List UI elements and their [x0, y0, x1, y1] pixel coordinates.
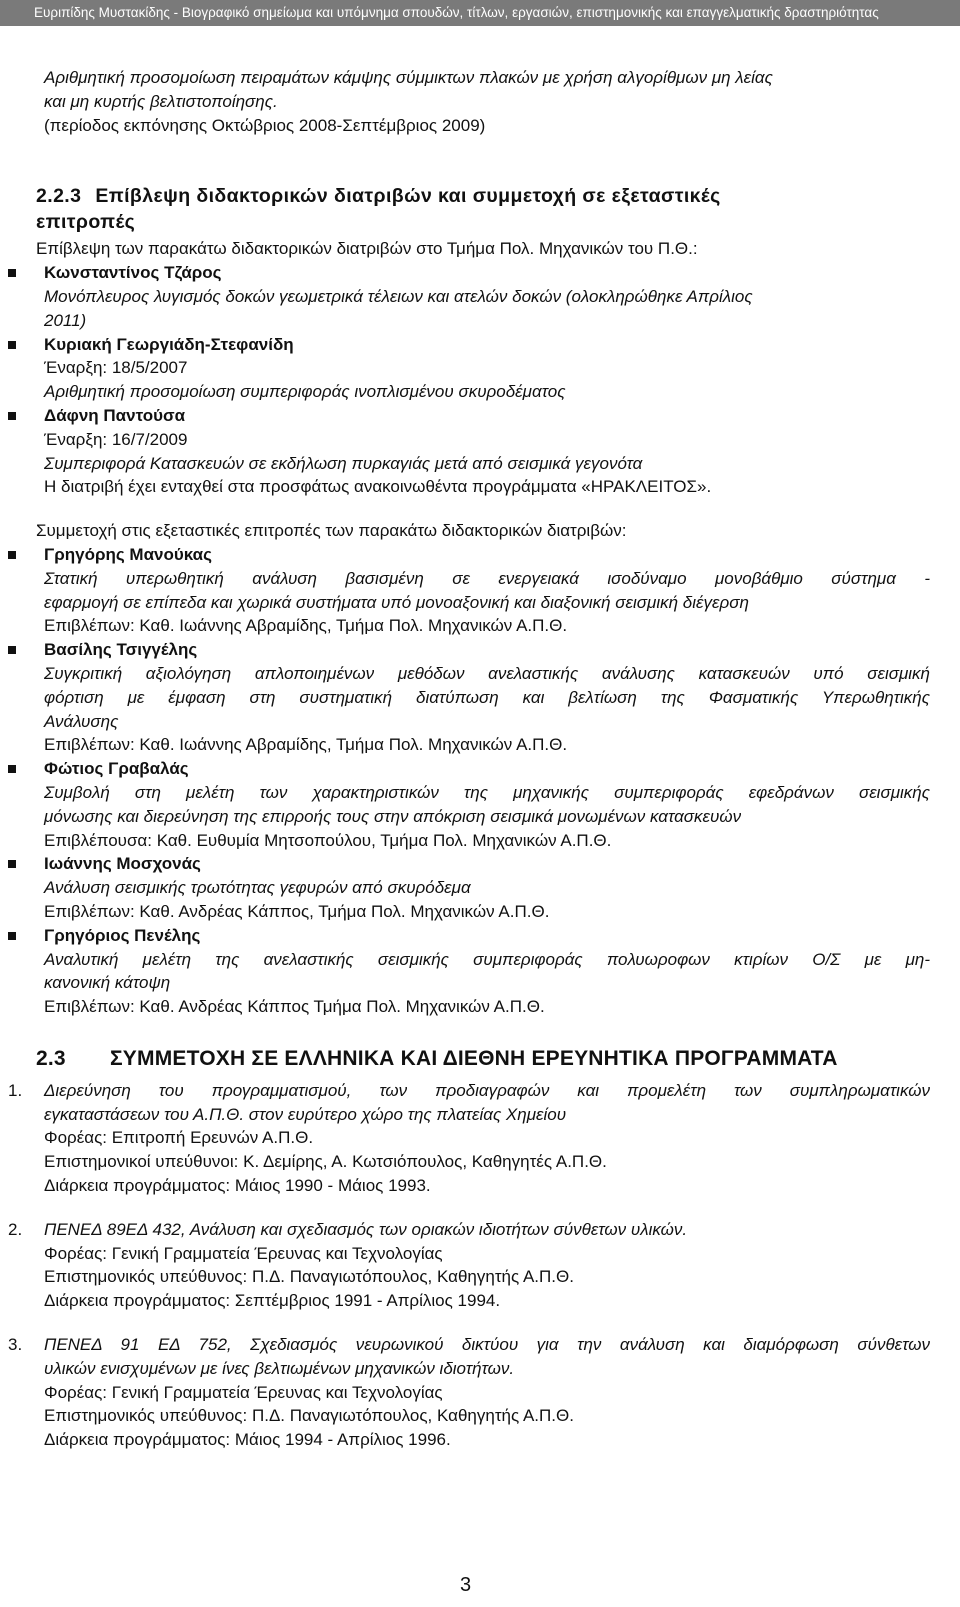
thesis-line: Ανάλυσης: [44, 711, 119, 731]
candidate-name: Ιωάννης Μοσχονάς: [44, 854, 201, 874]
section-title: ΣΥΜΜΕΤΟΧΗ ΣΕ ΕΛΛΗΝΙΚΑ ΚΑΙ ΔΙΕΘΝΗ ΕΡΕΥΝΗΤΙΚΑ ΠΡΟΓΡΑΜΜΑΤΑ: [110, 1046, 838, 1070]
thesis-note: Η διατριβή έχει ενταχθεί στα προσφάτως ανακοινωθέντα προγράμματα «ΗΡΑΚΛΕΙΤΟΣ».: [44, 477, 712, 497]
supervised-item: [44, 261, 930, 332]
project-title-line: εγκαταστάσεων του Α.Π.Θ. στον ευρύτερο χώρο της πλατείας Χημείου: [44, 1104, 567, 1124]
candidate-name: Φώτιος Γραβαλάς: [44, 759, 189, 779]
start-date: Έναρξη: 16/7/2009: [44, 429, 188, 449]
bullet-icon: [8, 765, 16, 773]
supervisor-line: Επιβλέπων: Καθ. Ιωάννης Αβραμίδης, Τμήμα Πολ. Μηχανικών Α.Π.Θ.: [44, 735, 568, 755]
candidate-name: Βασίλης Τσιγγέλης: [44, 640, 198, 660]
committee-item: [44, 852, 930, 923]
thesis-line: Αναλυτική μελέτη της ανελαστικής σεισμικής συμπεριφοράς πολυωροφων κτιρίων Ο/Σ με μη-: [44, 949, 930, 969]
project-detail: Επιστημονικός υπεύθυνος: Π.Δ. Παναγιωτόπουλος, Καθηγητής Α.Π.Θ.: [44, 1267, 574, 1287]
project-title-line: Διερεύνηση του προγραμματισμού, των προδιαγραφών και προμελέτη των συμπληρωματικών: [44, 1080, 930, 1100]
bullet-icon: [8, 932, 16, 940]
intro-period: (περίοδος εκπόνησης Οκτώβριος 2008-Σεπτέμβριος 2009): [44, 115, 486, 135]
page-content: [8, 66, 930, 1452]
project-detail: Φορέας: Επιτροπή Ερευνών Α.Π.Θ.: [44, 1128, 314, 1148]
candidate-name: Γρηγόριος Πενέλης: [44, 925, 201, 945]
supervisor-line: Επιβλέπων: Καθ. Ιωάννης Αβραμίδης, Τμήμα Πολ. Μηχανικών Α.Π.Θ.: [44, 616, 568, 636]
thesis-line: Στατική υπερωθητική ανάλυση βασισμένη σε ενεργειακά ισοδύναμο μονοβάθμιο σύστημα -: [44, 568, 930, 588]
project-detail: Επιστημονικοί υπεύθυνοι: Κ. Δεμίρης, Α. Κωτσιόπουλος, Καθηγητές Α.Π.Θ.: [44, 1152, 607, 1172]
bullet-icon: [8, 341, 16, 349]
page-number: 3: [460, 1574, 472, 1596]
thesis-line: Ανάλυση σεισμικής τρωτότητας γεφυρών από σκυρόδεμα: [44, 878, 471, 898]
bullet-icon: [8, 646, 16, 654]
project-title-line: ΠΕΝΕΔ 91 ΕΔ 752, Σχεδιασμός νευρωνικού δικτύου για την ανάλυση και διαμόρφωση σύνθετων: [44, 1335, 930, 1355]
supervisor-line: Επιβλέπων: Καθ. Ανδρέας Κάππος Τμήμα Πολ. Μηχανικών Α.Π.Θ.: [44, 997, 545, 1017]
thesis-line: εφαρμογή σε επίπεδα και χωρικά συστήματα υπό μονοαξονική και διαξονική σεισμική διέγερση: [44, 592, 749, 612]
section-2-3-heading: [36, 1045, 930, 1073]
bullet-icon: [8, 551, 16, 559]
thesis-line: Αριθμητική προσομοίωση συμπεριφοράς ινοπλισμένου σκυροδέματος: [44, 382, 566, 402]
intro-block: [44, 66, 930, 137]
project-item: [8, 1333, 930, 1452]
section-2-2-3-title: [36, 183, 930, 209]
section-title-line: επιτροπές: [36, 211, 136, 234]
thesis-line: φόρτιση με έμφαση στη συστηματική διατύπωση και βελτίωση της Φασματικής Υπερωθητικής: [44, 687, 930, 707]
bullet-icon: [8, 860, 16, 868]
student-name: Κυριακή Γεωργιάδη-Στεφανίδη: [44, 334, 294, 354]
project-detail: Διάρκεια προγράμματος: Μάιος 1990 - Μάιος 1993.: [44, 1176, 431, 1196]
thesis-line: Συγκριτική αξιολόγηση απλοποιημένων μεθόδων ανελαστικής ανάλυσης κατασκευών υπό σεισμική: [44, 663, 930, 683]
project-number: 2.: [8, 1219, 23, 1239]
committee-item: [44, 543, 930, 638]
committee-item: [44, 924, 930, 1019]
project-detail: Φορέας: Γενική Γραμματεία Έρευνας και Τεχνολογίας: [44, 1382, 443, 1402]
thesis-line: Μονόπλευρος λυγισμός δοκών γεωμετρικά τέλειων και ατελών δοκών (ολοκληρώθηκε Απρίλιος: [44, 286, 753, 306]
project-number: 3.: [8, 1335, 23, 1355]
project-item: [8, 1079, 930, 1198]
bullet-icon: [8, 269, 16, 277]
supervisor-line: Επιβλέπων: Καθ. Ανδρέας Κάππος, Τμήμα Πολ. Μηχανικών Α.Π.Θ.: [44, 901, 550, 921]
project-title-line: ΠΕΝΕΔ 89ΕΔ 432, Ανάλυση και σχεδιασμός των οριακών ιδιοτήτων σύνθετων υλικών.: [44, 1219, 688, 1239]
section-number: 2.2.3: [36, 185, 82, 208]
bullet-icon: [8, 412, 16, 420]
supervisor-line: Επιβλέπουσα: Καθ. Ευθυμία Μητσοπούλου, Τμήμα Πολ. Μηχανικών Α.Π.Θ.: [44, 830, 612, 850]
project-detail: Επιστημονικός υπεύθυνος: Π.Δ. Παναγιωτόπουλος, Καθηγητής Α.Π.Θ.: [44, 1406, 574, 1426]
supervision-intro: Επίβλεψη των παρακάτω διδακτορικών διατριβών στο Τμήμα Πολ. Μηχανικών του Π.Θ.:: [36, 239, 698, 259]
project-detail: Διάρκεια προγράμματος: Σεπτέμβριος 1991 - Απρίλιος 1994.: [44, 1291, 501, 1311]
thesis-line: Συμβολή στη μελέτη των χαρακτηριστικών της μηχανικής συμπεριφοράς εφεδράνων σεισμικής: [44, 782, 930, 802]
running-header: Ευριπίδης Μυστακίδης - Βιογραφικό σημείωμα και υπόμνημα σπουδών, τίτλων, εργασιών, επιστημονικής και επαγγελματικής δραστηριότητας: [0, 0, 960, 26]
candidate-name: Γρηγόρης Μανούκας: [44, 544, 212, 564]
section-title-line: Επίβλεψη διδακτορικών διατριβών και συμμετοχή σε εξεταστικές: [95, 185, 721, 208]
supervised-item: [44, 404, 930, 499]
student-name: Κωνσταντίνος Τζάρος: [44, 263, 222, 283]
start-date: Έναρξη: 18/5/2007: [44, 358, 188, 378]
project-number: 1.: [8, 1080, 23, 1100]
project-detail: Φορέας: Γενική Γραμματεία Έρευνας και Τεχνολογίας: [44, 1243, 443, 1263]
committee-item: [44, 638, 930, 757]
intro-line: και μη κυρτής βελτιστοποίησης.: [44, 91, 278, 111]
project-item: [8, 1218, 930, 1313]
committee-item: [44, 757, 930, 852]
project-title-line: υλικών ενισχυμένων με ίνες βελτιωμένων μηχανικών ιδιοτήτων.: [44, 1358, 515, 1378]
section-number: 2.3: [36, 1046, 66, 1070]
student-name: Δάφνη Παντούσα: [44, 405, 186, 425]
thesis-line: 2011): [44, 310, 87, 330]
thesis-line: Συμπεριφορά Κατασκευών σε εκδήλωση πυρκαγιάς μετά από σεισμικά γεγονότα: [44, 453, 643, 473]
intro-line: Αριθμητική προσομοίωση πειραμάτων κάμψης σύμμικτων πλακών με χρήση αλγορίθμων μη λείας: [44, 68, 773, 87]
committees-intro: Συμμετοχή στις εξεταστικές επιτροπές των παρακάτω διδακτορικών διατριβών:: [36, 521, 627, 541]
project-detail: Διάρκεια προγράμματος: Μάιος 1994 - Απρίλιος 1996.: [44, 1430, 451, 1450]
thesis-line: μόνωσης και διερεύνηση της επιρροής τους στην απόκριση σεισμικά μονωμένων κατασκευών: [44, 806, 742, 826]
supervised-item: [44, 333, 930, 404]
thesis-line: κανονική κάτοψη: [44, 973, 171, 993]
